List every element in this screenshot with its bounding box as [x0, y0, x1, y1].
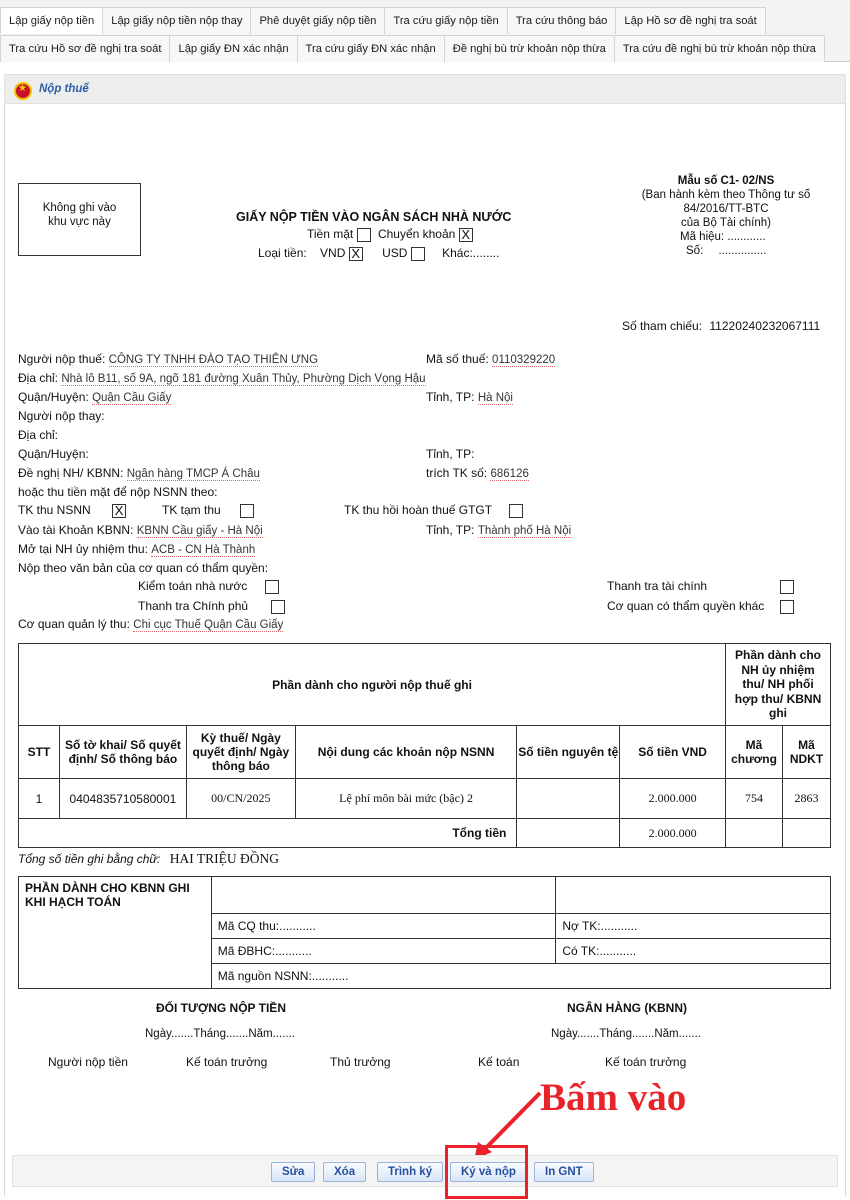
number-dots: ...............	[718, 245, 767, 257]
cell-content: Lệ phí môn bài mức (bậc) 2	[295, 779, 517, 819]
tk-vat-refund-checkbox[interactable]	[509, 504, 523, 518]
tk-temp-checkbox[interactable]	[240, 504, 254, 518]
open-at-row	[18, 542, 255, 556]
usd-checkbox[interactable]	[411, 247, 425, 261]
section-title: Nộp thuế	[39, 83, 89, 95]
payer-on-behalf-label: Người nộp thay:	[18, 409, 105, 423]
district-value: Quận Cầu Giấy	[92, 392, 172, 404]
form-number-block	[636, 174, 816, 258]
no-write-box	[18, 183, 141, 256]
tk-nsnn-label: TK thu NSNN	[18, 503, 91, 517]
no-write-line-2: khu vực này	[48, 216, 111, 228]
col-ndkt-code: Mã NDKT	[783, 726, 831, 779]
open-at-value: ACB - CN Hà Thành	[151, 544, 256, 556]
form-number: Mẫu số C1- 02/NS	[677, 175, 775, 187]
managing-agency-value: Chi cục Thuế Quận Cầu Giấy	[133, 619, 284, 631]
kbnn-account-label: Vào tài Khoản KBNN:	[18, 523, 134, 537]
signature-role-payer: Người nộp tiền	[48, 1055, 128, 1069]
kbnn-nguon: Mã nguồn NSNN:...........	[211, 964, 830, 989]
other-authority-checkbox[interactable]	[780, 600, 794, 614]
open-at-label: Mở tại NH ủy nhiệm thu:	[18, 542, 148, 556]
debit-account-row	[426, 466, 529, 480]
state-audit-row	[138, 579, 279, 594]
cell-foreign-amount	[517, 779, 620, 819]
authority-doc-label: Nộp theo văn bản của cơ quan có thẩm quyền:	[18, 561, 269, 575]
province-label: Tỉnh, TP:	[426, 390, 475, 404]
address-row	[18, 371, 426, 385]
gov-inspect-row	[138, 599, 285, 614]
tab-tra-cuu-giay-nop-tien[interactable]: Tra cứu giấy nộp tiền	[384, 7, 507, 34]
col-chapter-code: Mã chương	[726, 726, 783, 779]
district-label: Quận/Huyện:	[18, 390, 89, 404]
form-issued-3: của Bộ Tài chính)	[681, 217, 771, 229]
state-audit-checkbox[interactable]	[265, 580, 279, 594]
taxpayer-value: CÔNG TY TNHH ĐÀO TẠO THIÊN ƯNG	[108, 354, 319, 366]
tab-row-2	[0, 35, 824, 62]
address-value: Nhà lô B11, số 9A, ngõ 181 đường Xuân Thủy, Phường Dịch Vọng Hậu	[61, 373, 426, 385]
province3-label: Tỉnh, TP:	[426, 523, 475, 537]
tax-code-value: 0110329220	[492, 354, 556, 366]
tab-tra-cuu-giay-dn-xac-nhan[interactable]: Tra cứu giấy ĐN xác nhận	[297, 35, 445, 62]
tab-lap-giay-dn-xac-nhan[interactable]: Lập giấy ĐN xác nhận	[169, 35, 297, 62]
kbnn-co-tk: Có TK:...........	[556, 939, 831, 964]
signature-right-title: NGÂN HÀNG (KBNN)	[567, 1001, 687, 1015]
col-declaration-no: Số tờ khai/ Số quyết định/ Số thông báo	[59, 726, 186, 779]
cash-label: Tiền mặt	[307, 227, 354, 241]
province2-label: Tỉnh, TP:	[426, 447, 475, 461]
submit-sign-button[interactable]: Trình ký	[377, 1162, 443, 1182]
action-bar	[12, 1155, 838, 1187]
managing-agency-label: Cơ quan quản lý thu:	[18, 617, 130, 631]
reference-row	[622, 319, 820, 333]
col-foreign-amount: Số tiền nguyên tệ	[517, 726, 620, 779]
kbnn-empty-1	[211, 877, 556, 914]
amount-words-label: Tổng số tiền ghi bằng chữ:	[18, 852, 161, 866]
finance-inspect-checkbox[interactable]	[780, 580, 794, 594]
kbnn-section-title: PHẦN DÀNH CHO KBNN GHI KHI HẠCH TOÁN	[19, 877, 212, 989]
no-write-line-1: Không ghi vào	[42, 202, 117, 214]
debit-account-label: trích TK số:	[426, 466, 488, 480]
payment-table	[18, 643, 831, 848]
reference-label: Số tham chiếu:	[622, 319, 703, 333]
tk-nsnn-checkbox[interactable]: X	[112, 504, 126, 518]
form-issued-2: 84/2016/TT-BTC	[683, 203, 769, 215]
table-row	[19, 779, 831, 819]
debit-account-value: 686126	[490, 468, 529, 480]
code-label: Mã hiệu:	[680, 231, 725, 243]
tab-de-nghi-bu-tru[interactable]: Đề nghị bù trừ khoản nộp thừa	[444, 35, 615, 62]
cash-checkbox[interactable]	[357, 228, 371, 242]
address2-label: Địa chỉ:	[18, 428, 59, 442]
signature-role-head: Thủ trưởng	[330, 1055, 391, 1069]
kbnn-account-value: KBNN Cầu giấy - Hà Nội	[136, 525, 263, 537]
form-issued-1: (Ban hành kèm theo Thông tư số	[641, 189, 811, 201]
kbnn-table	[18, 876, 831, 989]
col-tax-period: Kỳ thuế/ Ngày quyết định/ Ngày thông báo	[186, 726, 295, 779]
cash-collect-label: hoặc thu tiền mặt để nộp NSNN theo:	[18, 485, 218, 499]
kbnn-dbhc: Mã ĐBHC:...........	[211, 939, 556, 964]
col-vnd-amount: Số tiền VND	[620, 726, 726, 779]
signature-role-chief-accountant: Kế toán trưởng	[186, 1055, 268, 1069]
tab-tra-cuu-thong-bao[interactable]: Tra cứu thông báo	[507, 7, 617, 34]
tax-code-row	[426, 352, 555, 366]
bank-request-value: Ngân hàng TMCP Á Châu	[126, 468, 260, 480]
total-chapter-cell	[726, 819, 783, 848]
finance-inspect-row	[607, 579, 794, 594]
annotation-text: Bấm vào	[540, 1076, 687, 1119]
code-dots: ............	[727, 231, 766, 243]
tab-tra-cuu-de-nghi-bu-tru[interactable]: Tra cứu đề nghị bù trừ khoản nộp thừa	[614, 35, 825, 62]
tab-row-1	[0, 7, 765, 34]
finance-inspect-label: Thanh tra tài chính	[607, 579, 708, 593]
currency-row	[258, 246, 499, 261]
province-value: Hà Nội	[477, 392, 513, 404]
cell-stt: 1	[19, 779, 60, 819]
number-label: Số:	[686, 245, 704, 257]
section-header	[4, 74, 846, 104]
kbnn-cq-thu: Mã CQ thu:...........	[211, 914, 556, 939]
cell-ndkt-code: 2863	[783, 779, 831, 819]
vnd-checkbox[interactable]: X	[349, 247, 363, 261]
total-ndkt-cell	[783, 819, 831, 848]
transfer-label: Chuyển khoản	[377, 227, 456, 241]
taxpayer-row	[18, 352, 318, 366]
currency-label: Loại tiền:	[258, 246, 307, 260]
signature-date-right: Ngày.......Tháng.......Năm.......	[551, 1028, 701, 1040]
signature-role-bank-chief-accountant: Kế toán trưởng	[605, 1055, 687, 1069]
header-bank-section: Phần dành cho NH ủy nhiệm thu/ NH phối hợp thu/ KBNN ghi	[726, 644, 831, 726]
signature-left-title: ĐỐI TƯỢNG NỘP TIỀN	[156, 1001, 286, 1015]
tab-lap-giay-nop-tien[interactable]: Lập giấy nộp tiền	[0, 7, 103, 34]
tab-lap-giay-nop-thay[interactable]: Lập giấy nộp tiền nộp thay	[102, 7, 251, 34]
payment-method-row	[307, 227, 473, 242]
edit-button[interactable]: Sửa	[271, 1162, 315, 1182]
province3-value: Thành phố Hà Nội	[477, 525, 572, 537]
signature-date-left: Ngày.......Tháng.......Năm.......	[145, 1028, 295, 1040]
gov-inspect-label: Thanh tra Chính phủ	[138, 599, 249, 613]
col-content: Nội dung các khoản nộp NSNN	[295, 726, 517, 779]
bank-request-row	[18, 466, 260, 480]
vnd-label: VND	[320, 246, 346, 260]
document-title: GIẤY NỘP TIỀN VÀO NGÂN SÁCH NHÀ NƯỚC	[236, 210, 512, 224]
tk-nsnn-row	[18, 503, 126, 518]
cell-declaration-no: 0404835710580001	[59, 779, 186, 819]
gov-inspect-checkbox[interactable]	[271, 600, 285, 614]
district2-label: Quận/Huyện:	[18, 447, 89, 461]
kbnn-account-row	[18, 523, 263, 537]
kbnn-empty-2	[556, 877, 831, 914]
total-label: Tổng tiền	[19, 819, 517, 848]
print-gnt-button[interactable]: In GNT	[534, 1162, 594, 1182]
bank-request-label: Đề nghị NH/ KBNN:	[18, 466, 124, 480]
tk-temp-row	[162, 503, 254, 518]
tab-bar	[0, 0, 850, 62]
district-row	[18, 390, 171, 404]
tab-phe-duyet[interactable]: Phê duyệt giấy nộp tiền	[250, 7, 385, 34]
delete-button[interactable]: Xóa	[323, 1162, 366, 1182]
tk-vat-refund-label: TK thu hồi hoàn thuế GTGT	[344, 503, 492, 517]
reference-value: 11220240232067111	[709, 319, 821, 333]
tab-lap-ho-so-tra-soat[interactable]: Lập Hồ sơ đề nghị tra soát	[615, 7, 765, 34]
province3-row	[426, 523, 571, 537]
tk-temp-label: TK tạm thu	[162, 503, 221, 517]
managing-agency-row	[18, 617, 283, 631]
tk-vat-refund-row	[344, 503, 523, 518]
col-stt: STT	[19, 726, 60, 779]
taxpayer-label: Người nộp thuế:	[18, 352, 106, 366]
tax-code-label: Mã số thuế:	[426, 352, 489, 366]
total-value: 2.000.000	[620, 819, 726, 848]
address-label: Địa chỉ:	[18, 371, 59, 385]
header-payer-section: Phần dành cho người nộp thuế ghi	[19, 644, 726, 726]
other-authority-row	[607, 599, 794, 614]
highlight-box	[445, 1145, 528, 1199]
usd-label: USD	[382, 246, 408, 260]
cell-tax-period: 00/CN/2025	[186, 779, 295, 819]
province-row	[426, 390, 513, 404]
cell-chapter-code: 754	[726, 779, 783, 819]
other-authority-label: Cơ quan có thẩm quyền khác	[607, 599, 765, 613]
state-audit-label: Kiểm toán nhà nước	[138, 579, 248, 593]
sign-and-submit-button[interactable]: Ký và nộp	[450, 1162, 527, 1182]
total-foreign-cell	[517, 819, 620, 848]
national-emblem-icon	[14, 82, 32, 100]
signature-role-accountant: Kế toán	[478, 1055, 520, 1069]
amount-words-row	[18, 851, 279, 867]
other-currency-label: Khác:........	[442, 246, 500, 260]
cell-vnd-amount: 2.000.000	[620, 779, 726, 819]
amount-words-value: HAI TRIỆU ĐỒNG	[169, 851, 279, 866]
kbnn-no-tk: Nợ TK:...........	[556, 914, 831, 939]
tab-tra-cuu-ho-so-tra-soat[interactable]: Tra cứu Hồ sơ đề nghị tra soát	[0, 35, 170, 62]
transfer-checkbox[interactable]: X	[459, 228, 473, 242]
